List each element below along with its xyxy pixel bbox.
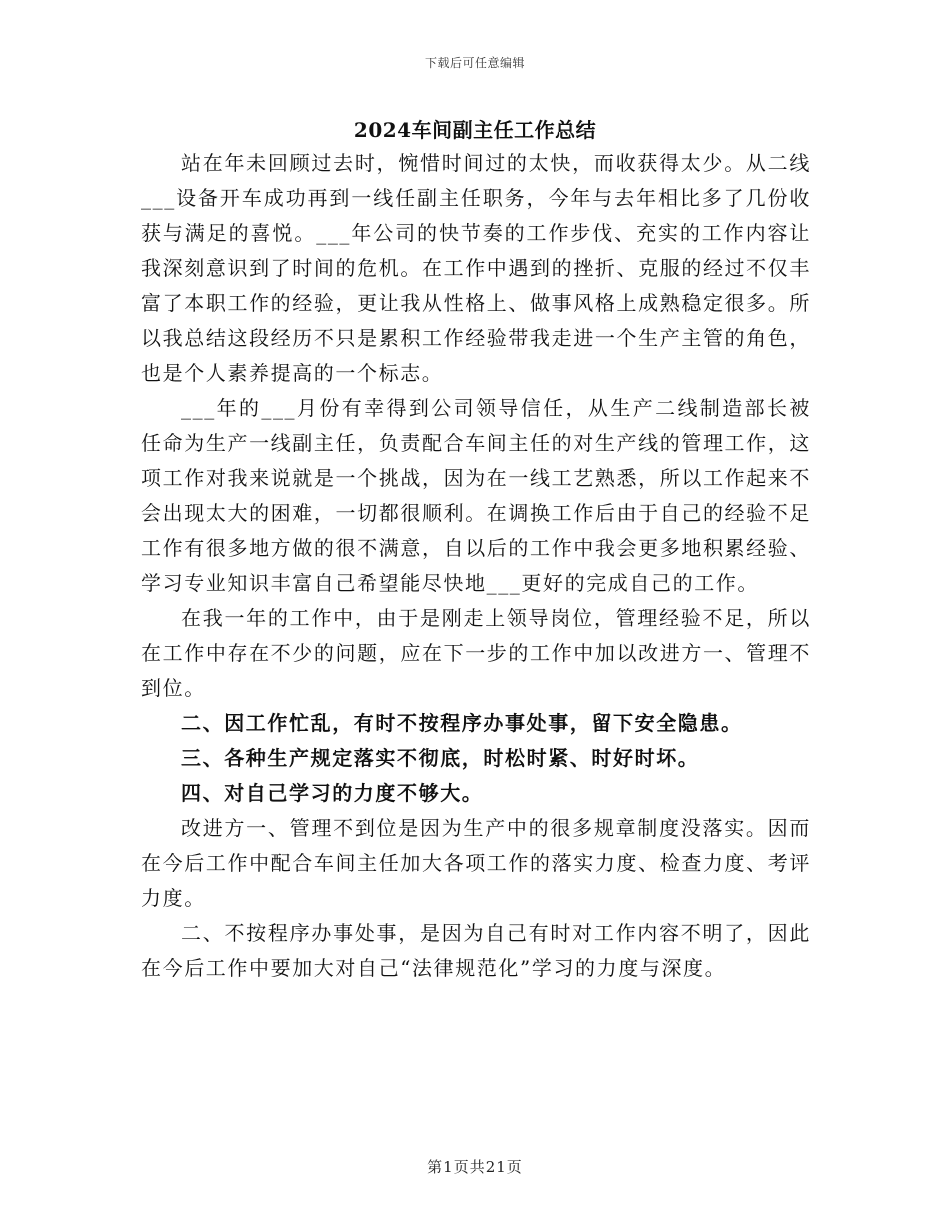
page-number: 第1页共21页 — [427, 1158, 523, 1176]
paragraph-improvement-1: 改进方一、管理不到位是因为生产中的很多规章制度没落实。因而在今后工作中配合车间主任加大各项工作的落实力度、检查力度、考评力度。 — [141, 816, 811, 910]
document-body — [141, 146, 811, 986]
paragraph-problem-3: 三、各种生产规定落实不彻底，时松时紧、时好时坏。 — [181, 746, 700, 770]
paragraph-problem-4: 四、对自己学习的力度不够大。 — [181, 781, 484, 805]
paragraph-problems: 在我一年的工作中，由于是刚走上领导岗位，管理经验不足，所以在工作中存在不少的问题，应在下一步的工作中加以改进方一、管理不到位。 — [141, 606, 811, 700]
paragraph-intro: 站在年未回顾过去时，惋惜时间过的太快，而收获得太少。从二线___设备开车成功再到一线任副主任职务，今年与去年相比多了几份收获与满足的喜悦。___年公司的快节奏的工作步伐、充实的工作内容让我深刻意识到了时间的危机。在工作中遇到的挫折、克服的经过不仅丰富了本职工作的经验，更让我从性格上、做事风格上成熟稳定很多。所以我总结这段经历不只是累积工作经验带我走进一个生产主管的角色，也是个人素养提高的一个标志。 — [141, 151, 811, 385]
document-title: 2024车间副主任工作总结 — [353, 118, 597, 142]
paragraph-improvement-2: 二、不按程序办事处事，是因为自己有时对工作内容不明了，因此在今后工作中要加大对自己“法律规范化”学习的力度与深度。 — [141, 921, 811, 980]
paragraph-problem-2: 二、因工作忙乱，有时不按程序办事处事，留下安全隐患。 — [181, 711, 743, 735]
header-note: 下载后可任意编辑 — [424, 56, 525, 70]
paragraph-promotion: ___年的___月份有幸得到公司领导信任，从生产二线制造部长被任命为生产一线副主任，负责配合车间主任的对生产线的管理工作，这项工作对我来说就是一个挑战，因为在一线工艺熟悉，所以工作起来不会出现太大的困难，一切都很顺利。在调换工作后由于自己的经验不足工作有很多地方做的很不满意，自以后的工作中我会更多地积累经验、学习专业知识丰富自己希望能尽快地___更好的完成自己的工作。 — [141, 396, 811, 595]
